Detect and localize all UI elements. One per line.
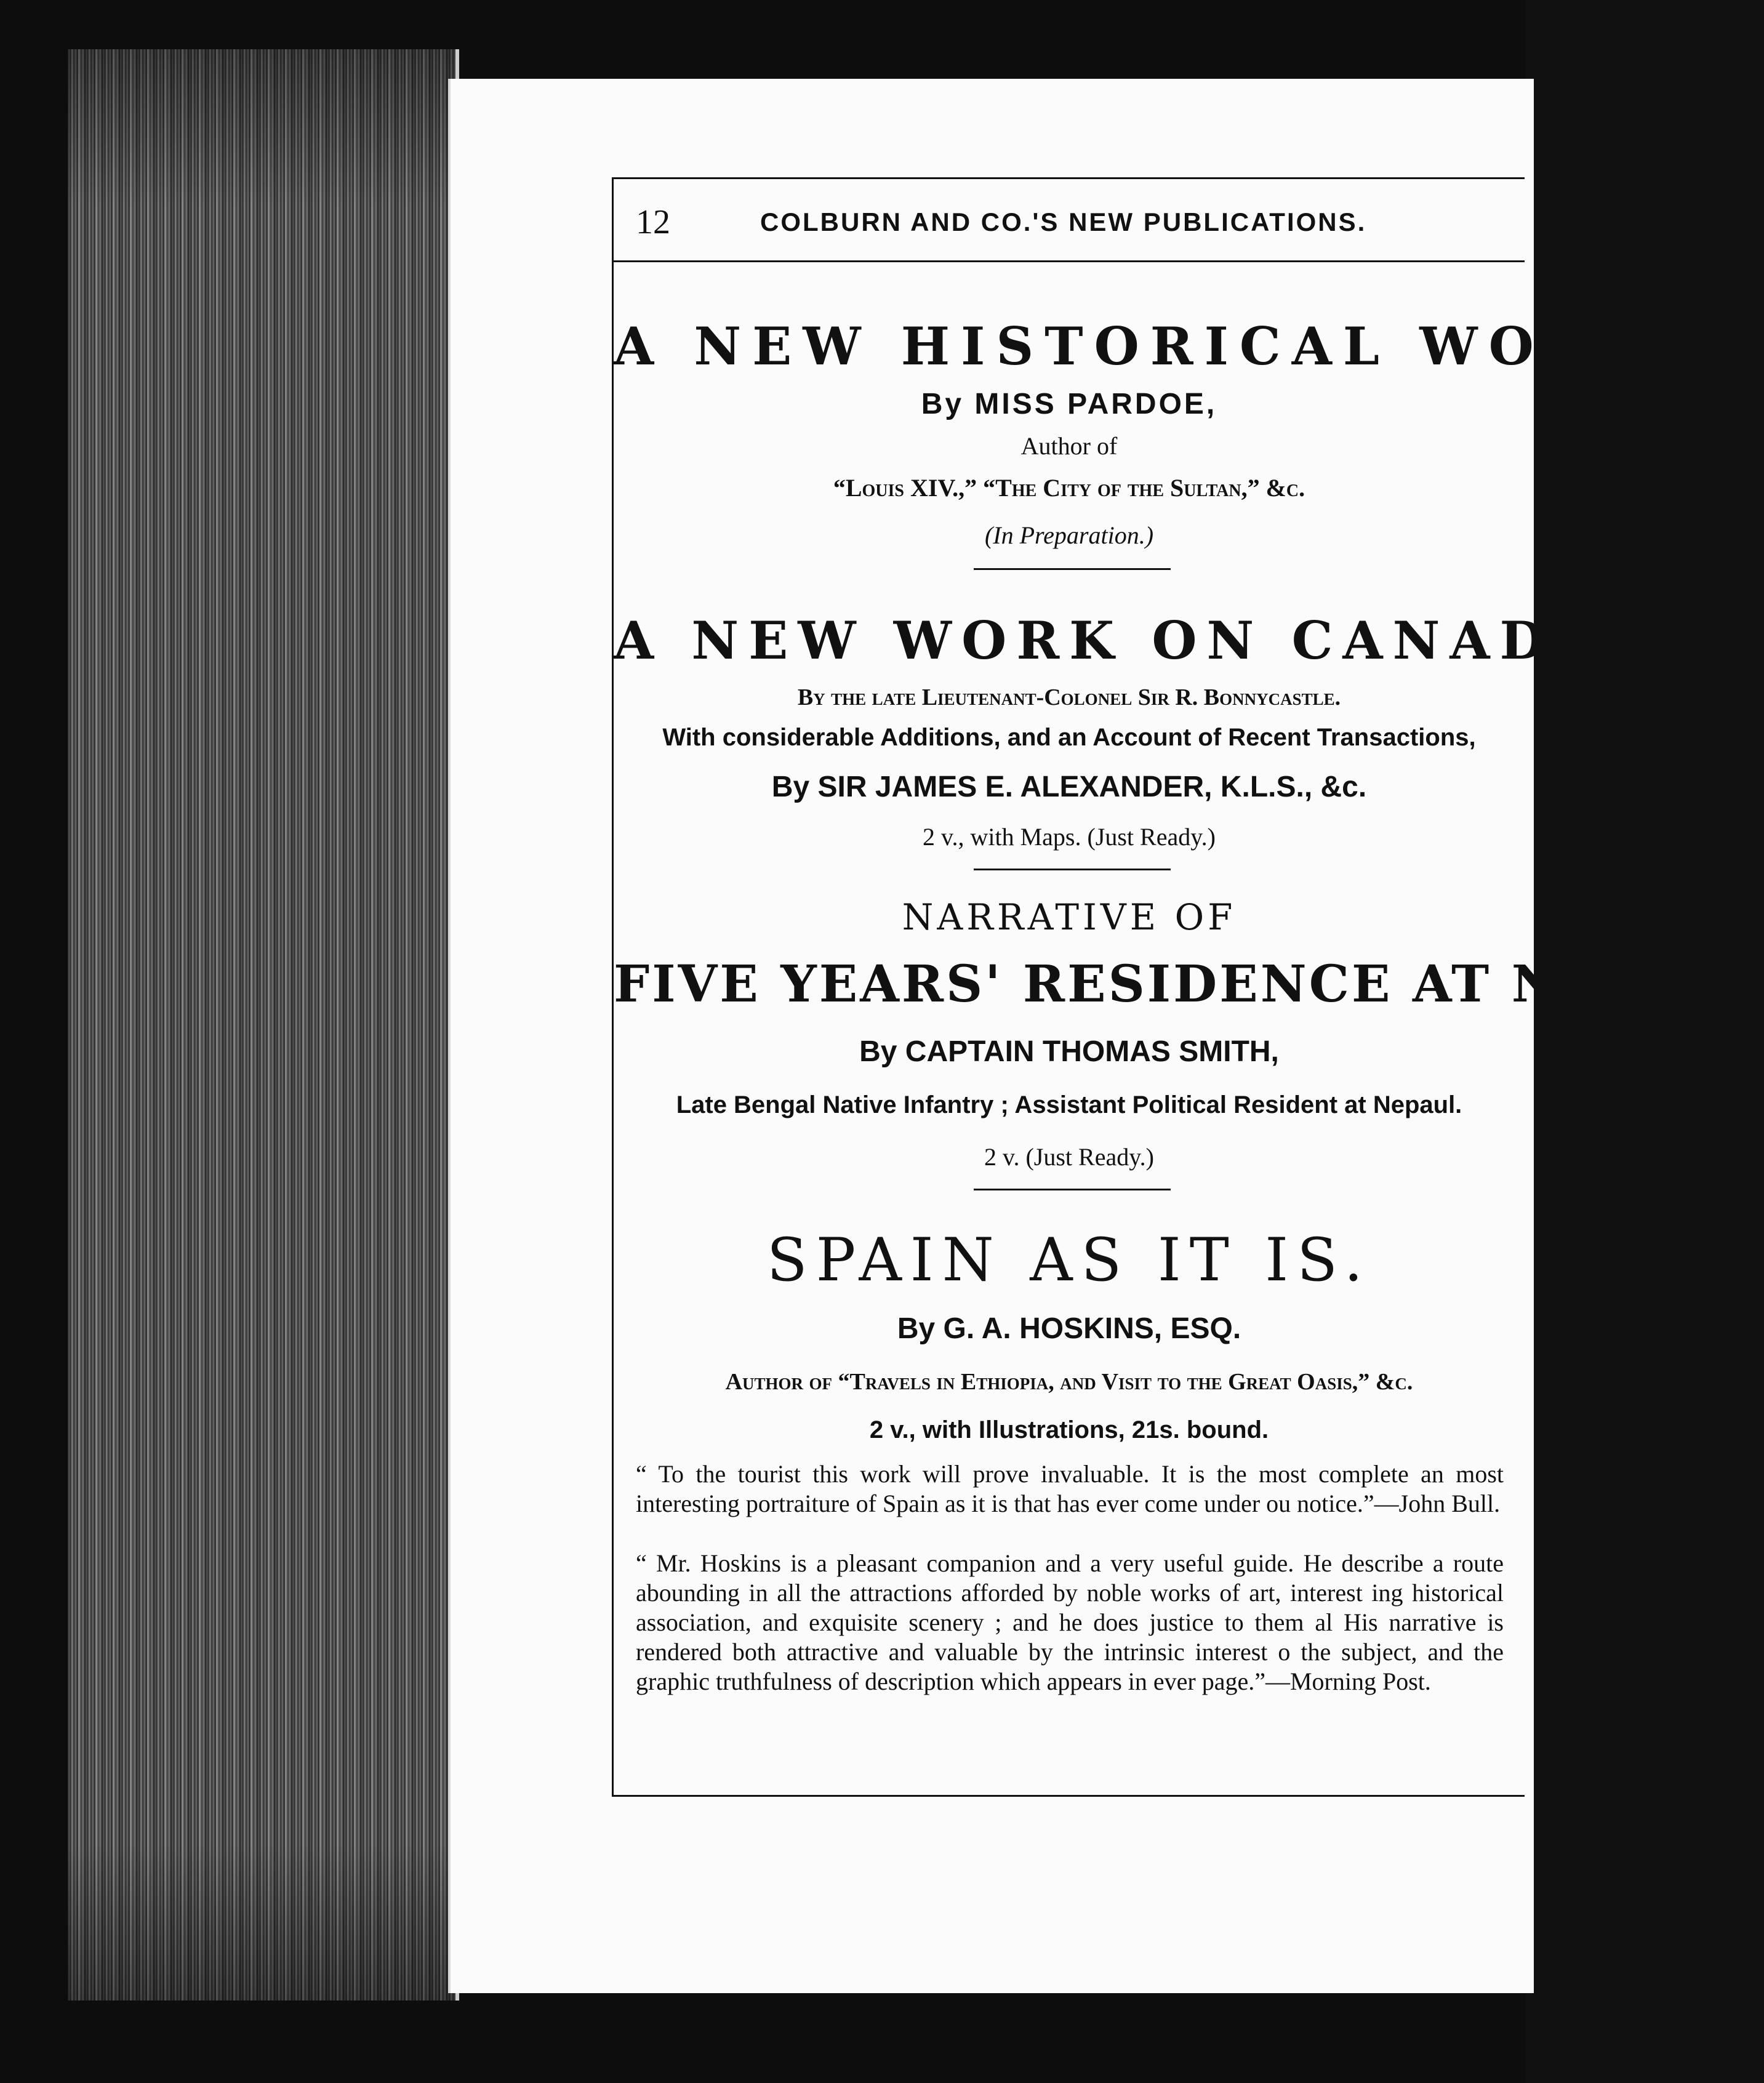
ad-previous-works: “Louis XIV.,” “The City of the Sultan,” &c.	[833, 474, 1305, 502]
divider-rule	[974, 869, 1171, 870]
ad-author: By the late Lieutenant-Colonel Sir R. Bonnycastle.	[797, 684, 1341, 710]
ad-details: 2 v., with Maps. (Just Ready.)	[923, 823, 1216, 851]
review-quote-john-bull: “ To the tourist this work will prove invaluable. It is the most complete an most interesting portraiture of Spain as it is that has ever come under ou notice.”—John Bull.	[636, 1460, 1504, 1517]
ad-additions: With considerable Additions, and an Account of Recent Transactions,	[662, 724, 1476, 751]
ad-editor: By SIR JAMES E. ALEXANDER, K.L.S., &c.	[771, 771, 1367, 803]
page-number: 12	[636, 203, 670, 241]
book-page	[448, 79, 1764, 1993]
ad-author: By CAPTAIN THOMAS SMITH,	[859, 1035, 1279, 1068]
running-title: COLBURN AND CO.'S NEW PUBLICATIONS.	[760, 207, 1367, 236]
ad-title: SPAIN AS IT IS.	[766, 1226, 1372, 1294]
ad-kicker: NARRATIVE OF	[902, 896, 1237, 938]
running-header	[614, 179, 1525, 262]
ad-author-of: Author of “Travels in Ethiopia, and Visit to the Great Oasis,” &c.	[725, 1369, 1413, 1395]
page-border-frame	[612, 177, 1764, 1797]
review-quote-morning-post: “ Mr. Hoskins is a pleasant companion and a very useful guide. He describe a route abounding in all the attractions afforded by noble works of art, interest ing historical association, and exquisite scenery ; and he does justice to them al His narrative is rendered both attractive and valuable by the intrinsic interest o the subject, and the graphic truthfulness of description which appears in ever page.”—Morning Post.	[636, 1549, 1504, 1695]
ad-title: FIVE YEARS' RESIDENCE AT NEPAUL	[614, 955, 1764, 1014]
book-page-edges	[68, 49, 459, 2001]
ad-status: (In Preparation.)	[984, 521, 1154, 549]
divider-rule	[974, 568, 1171, 570]
ad-author: By MISS PARDOE,	[921, 388, 1217, 420]
ad-title: A NEW WORK ON CANADA,	[614, 610, 1632, 671]
ad-author-of: Author of	[1020, 432, 1118, 460]
divider-rule	[974, 1189, 1171, 1190]
ad-details: 2 v., with Illustrations, 21s. bound.	[869, 1416, 1269, 1443]
ad-details: 2 v. (Just Ready.)	[984, 1143, 1154, 1171]
ad-author: By G. A. HOSKINS, ESQ.	[897, 1312, 1241, 1345]
ad-title: A NEW HISTORICAL WORK,	[614, 316, 1684, 377]
ad-description: Late Bengal Native Infantry ; Assistant Political Resident at Nepaul.	[676, 1091, 1462, 1118]
